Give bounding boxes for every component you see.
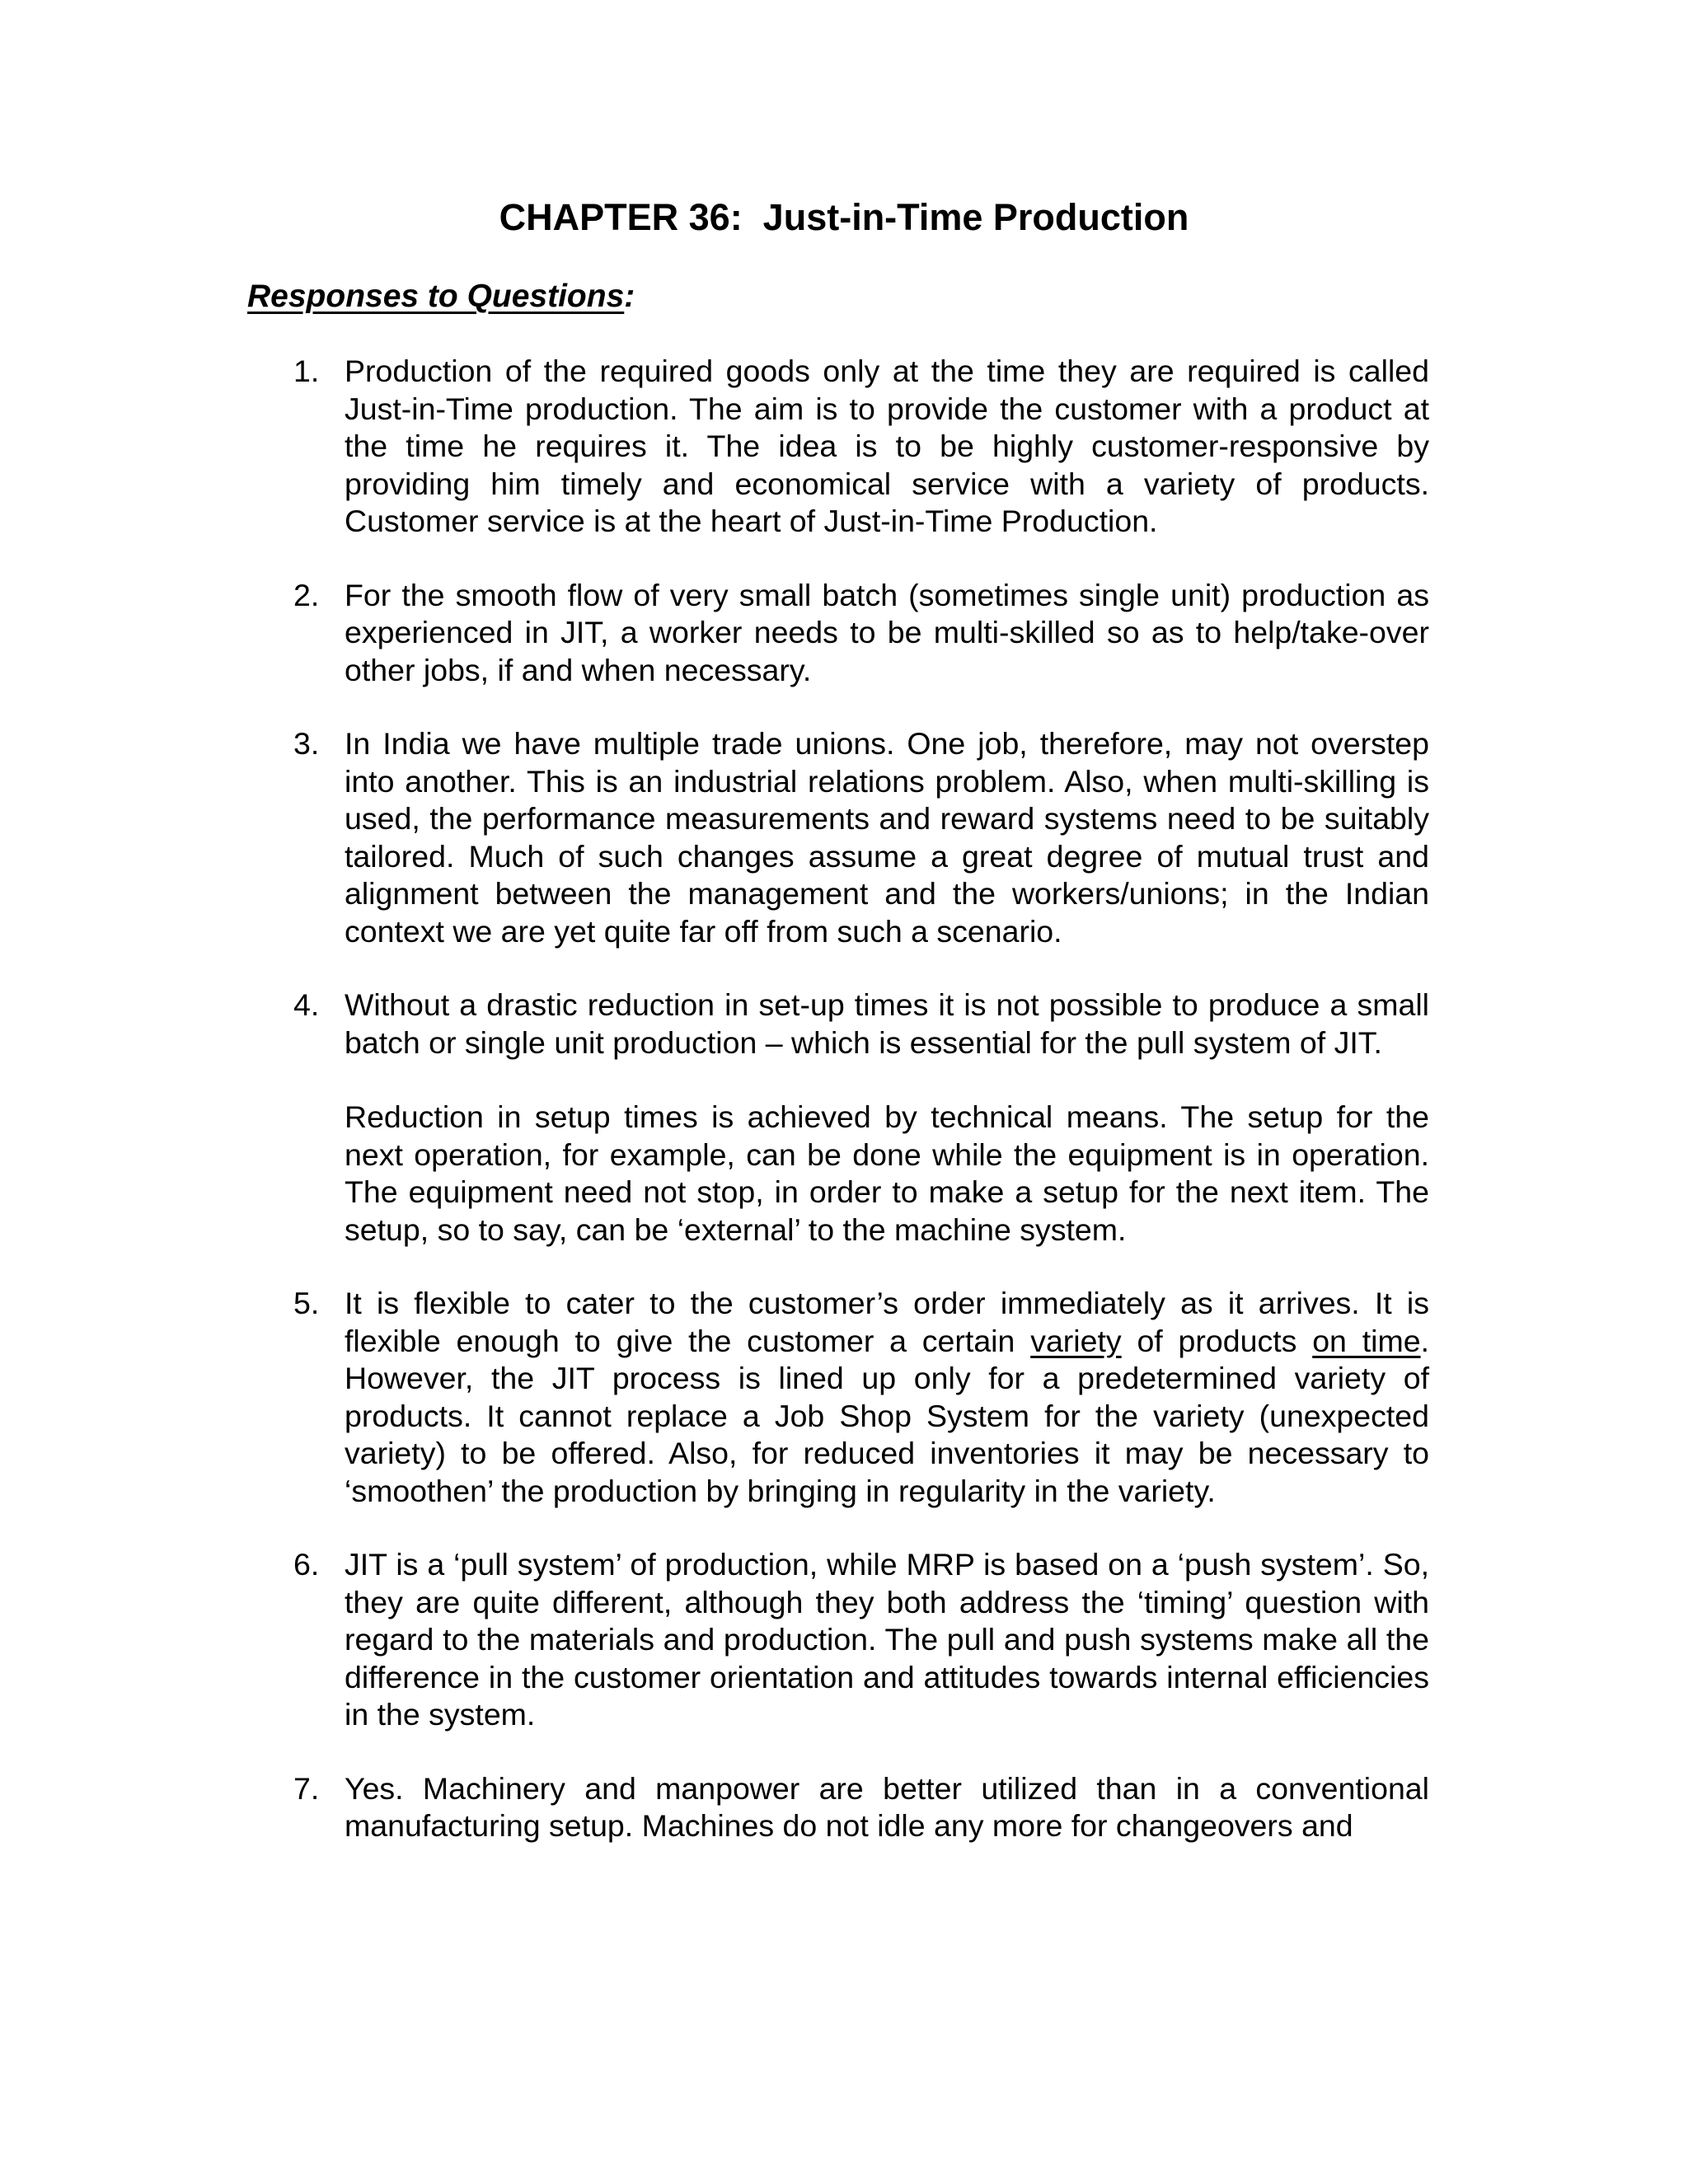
response-item-7	[293, 1770, 1429, 1845]
chapter-title: CHAPTER 36: Just-in-Time Production	[499, 196, 1189, 238]
section-heading-text: Responses to Questions	[247, 279, 625, 314]
response-paragraph: Production of the required goods only at the time they are required is called Just-in-Time production. The aim is to provide the customer with a product at the time he requires it. The idea is to be highly customer-responsive by providing him timely and economical service with a variety of products. Customer service is at the heart of Just-in-Time Production.	[345, 354, 1429, 538]
response-number: 7.	[293, 1770, 320, 1806]
response-number: 4.	[293, 987, 320, 1022]
response-item-3	[293, 725, 1429, 950]
underlined-term: variety	[1030, 1323, 1122, 1358]
response-number: 5.	[293, 1286, 320, 1320]
response-item-6	[293, 1546, 1429, 1734]
response-paragraph: For the smooth flow of very small batch (sometimes single unit) production as experienced in JIT, a worker needs to be multi-skilled so as to help/take-over other jobs, if and when necessary.	[345, 577, 1429, 687]
response-item-1	[293, 353, 1429, 541]
responses-list	[293, 353, 1429, 1882]
response-number: 3.	[293, 726, 320, 761]
response-paragraph: Reduction in setup times is achieved by technical means. The setup for the next operation, for example, can be done while the equipment is in operation. The equipment need not stop, in order to make a setup for the next item. The setup, so to say, can be ‘external’ to the machine system.	[345, 1099, 1429, 1247]
response-paragraph: JIT is a ‘pull system’ of production, while MRP is based on a ‘push system’. So, they are quite different, although they both address the ‘timing’ question with regard to the materials and production. The pull and push systems make all the difference in the customer orientation and attitudes towards internal efficiencies in the system.	[345, 1547, 1429, 1732]
response-number: 1.	[293, 354, 320, 388]
response-item-2	[293, 577, 1429, 690]
response-number: 2.	[293, 577, 320, 612]
response-number: 6.	[293, 1547, 320, 1582]
response-paragraph: In India we have multiple trade unions. One job, therefore, may not overstep into another. This is an industrial relations problem. Also, when multi-skilling is used, the performance measurements and reward systems need to be suitably tailored. Much of such changes assume a great degree of mutual trust and alignment between the management and the workers/unions; in the Indian context we are yet quite far off from such a scenario.	[345, 726, 1429, 949]
response-paragraph: Without a drastic reduction in set-up times it is not possible to produce a small batch or single unit production – which is essential for the pull system of JIT.	[345, 987, 1429, 1060]
response-paragraph	[345, 1285, 1429, 1510]
response-text: It is flexible to cater to the customer’s order immediately as it arrives. It is flexible enough to give the customer a certain	[345, 1286, 1429, 1358]
response-text: . However, the JIT process is lined up only for a predetermined variety of products. It cannot replace a Job Shop System for the variety (unexpected variety) to be offered. Also, for reduced inventories it may be necessary to ‘smoothen’ the production by bringing in regularity in the variety.	[345, 1323, 1429, 1508]
response-paragraph: Yes. Machinery and manpower are better utilized than in a conventional manufacturing setup. Machines do not idle any more for changeovers and	[345, 1770, 1429, 1843]
response-item-5	[293, 1285, 1429, 1510]
response-text: of products	[1121, 1323, 1313, 1358]
response-item-4	[293, 987, 1429, 1249]
underlined-term: on time	[1312, 1323, 1421, 1358]
section-heading	[247, 279, 635, 315]
section-heading-colon: :	[624, 279, 635, 314]
